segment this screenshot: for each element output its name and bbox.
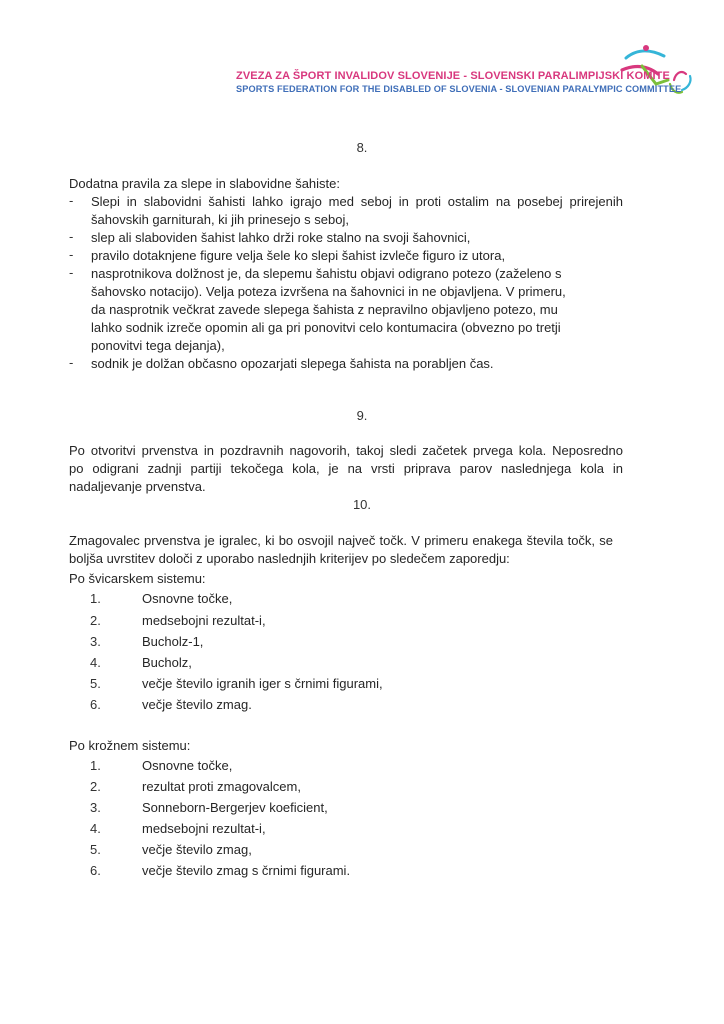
list-item-line: pravilo dotaknjene figure velja šele ko slepi šahist izvleče figuro iz utora, bbox=[91, 248, 506, 263]
list-dash: - bbox=[69, 355, 74, 370]
list-number: 6. bbox=[90, 863, 101, 878]
list-number: 5. bbox=[90, 842, 101, 857]
round-robin-system-title: Po krožnem sistemu: bbox=[69, 738, 191, 753]
list-number: 5. bbox=[90, 676, 101, 691]
paragraph-line: nadaljevanje prvenstva. bbox=[69, 479, 206, 494]
letterhead bbox=[0, 20, 724, 94]
list-dash: - bbox=[69, 265, 74, 280]
list-number: 2. bbox=[90, 779, 101, 794]
criterion-item: rezultat proti zmagovalcem, bbox=[142, 779, 301, 794]
list-number: 4. bbox=[90, 821, 101, 836]
list-item-line: šahovskih garniturah, ki jih prinesejo s seboj, bbox=[91, 212, 349, 227]
list-item-line: da nasprotnik večkrat zavede slepega šahista z nepravilno objavljeno potezo, mu bbox=[91, 302, 558, 317]
list-number: 3. bbox=[90, 634, 101, 649]
organization-name-english: SPORTS FEDERATION FOR THE DISABLED OF SLOVENIA - SLOVENIAN PARALYMPIC COMMITTEE bbox=[236, 84, 682, 94]
criterion-item: večje število zmag s črnimi figurami. bbox=[142, 863, 351, 878]
list-item-line: nasprotnikova dolžnost je, da slepemu šahistu objavi odigrano potezo (zaželeno s bbox=[91, 266, 562, 281]
list-item-line: sodnik je dolžan občasno opozarjati slepega šahista na porabljen čas. bbox=[91, 356, 494, 371]
list-number: 2. bbox=[90, 613, 101, 628]
list-dash: - bbox=[69, 247, 74, 262]
paragraph-line: Po otvoritvi prvenstva in pozdravnih nagovorih, takoj sledi začetek prvega kola. Neposredno bbox=[69, 443, 623, 458]
list-dash: - bbox=[69, 229, 74, 244]
criterion-item: Bucholz, bbox=[142, 655, 192, 670]
list-item-line: ponovitvi tega dejanja), bbox=[91, 338, 225, 353]
section-number: 9. bbox=[356, 408, 368, 423]
list-number: 4. bbox=[90, 655, 101, 670]
list-number: 1. bbox=[90, 591, 101, 606]
list-number: 3. bbox=[90, 800, 101, 815]
criterion-item: Bucholz-1, bbox=[142, 634, 204, 649]
section-number: 10. bbox=[352, 497, 372, 512]
criterion-item: Osnovne točke, bbox=[142, 591, 233, 606]
list-number: 6. bbox=[90, 697, 101, 712]
section-heading: Dodatna pravila za slepe in slabovidne šahiste: bbox=[69, 176, 341, 191]
section-number: 8. bbox=[356, 140, 368, 155]
organization-name-slovene: ZVEZA ZA ŠPORT INVALIDOV SLOVENIJE - SLOVENSKI PARALIMPIJSKI KOMITE bbox=[236, 70, 670, 82]
criterion-item: Osnovne točke, bbox=[142, 758, 233, 773]
list-dash: - bbox=[69, 193, 74, 208]
criterion-item: medsebojni rezultat-i, bbox=[142, 821, 266, 836]
criterion-item: medsebojni rezultat-i, bbox=[142, 613, 266, 628]
criterion-item: večje število igranih iger s črnimi figurami, bbox=[142, 676, 383, 691]
paragraph-line: Zmagovalec prvenstva je igralec, ki bo osvojil največ točk. V primeru enakega števila točk, se bbox=[69, 533, 613, 548]
criterion-item: večje število zmag. bbox=[142, 697, 252, 712]
criterion-item: večje število zmag, bbox=[142, 842, 252, 857]
paragraph-line: po odigrani zadnji partiji tekočega kola, je na vrsti priprava parov naslednjega kola in bbox=[69, 461, 623, 476]
swiss-system-title: Po švicarskem sistemu: bbox=[69, 571, 206, 586]
list-item-line: slep ali slaboviden šahist lahko drži roke stalno na svoji šahovnici, bbox=[91, 230, 471, 245]
paragraph-line: boljša uvrstitev določi z uporabo naslednjih kriterijev po sledečem zaporedju: bbox=[69, 551, 510, 566]
list-item-line: Slepi in slabovidni šahisti lahko igrajo med seboj in proti ostalim na posebej prirejenih bbox=[91, 194, 623, 209]
list-item-line: šahovsko notacijo). Velja poteza izvršena na šahovnici in ne objavljena. V primeru, bbox=[91, 284, 566, 299]
list-item-line: lahko sodnik izreče opomin ali ga pri ponovitvi celo kontumacira (obvezno po tretji bbox=[91, 320, 561, 335]
criterion-item: Sonneborn-Bergerjev koeficient, bbox=[142, 800, 328, 815]
list-number: 1. bbox=[90, 758, 101, 773]
